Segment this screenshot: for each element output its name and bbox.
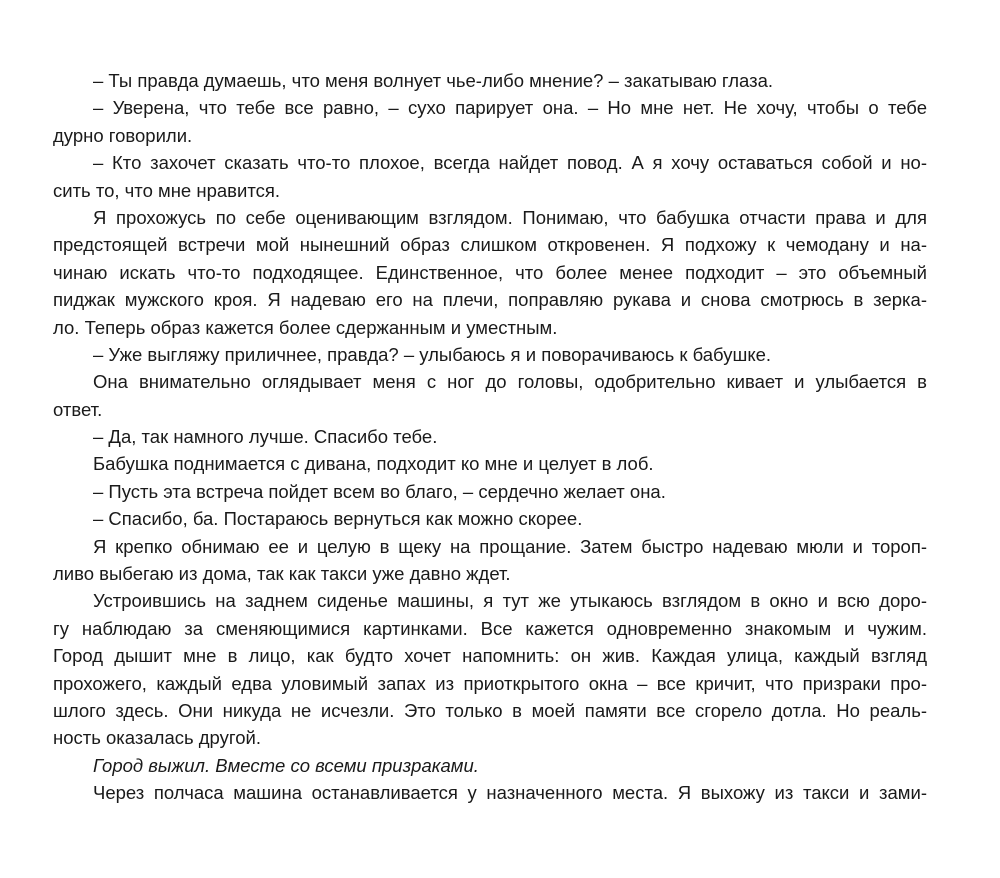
text-line: ливо выбегаю из дома, так как такси уже давно ждет. (53, 563, 511, 585)
text-line: – Уже выгляжу приличнее, правда? – улыбаюсь я и поворачиваюсь к бабушке. (93, 343, 772, 365)
text-line: ответ. (53, 398, 103, 420)
text-line: гу наблюдаю за сменяющимися картинками. Все кажется одновременно знакомым и чужим. (53, 617, 927, 639)
text-line: Город дышит мне в лицо, как будто хочет напомнить: он жив. Каждая улица, каждый взгляд (53, 645, 927, 667)
text-line: дурно говорили. (53, 124, 193, 146)
text-line: шлого здесь. Они никуда не исчезли. Это только в моей памяти все сгорело дотла. Но реаль- (53, 699, 927, 721)
text-line: Бабушка поднимается с дивана, подходит ко мне и целует в лоб. (93, 453, 654, 475)
text-line: ность оказалась другой. (53, 727, 261, 749)
text-line: сить то, что мне нравится. (53, 179, 280, 201)
page-text (53, 67, 927, 807)
text-line: предстоящей встречи мой нынешний образ слишком откровенен. Я подхожу к чемодану и на- (53, 234, 927, 256)
text-line: ло. Теперь образ кажется более сдержанным и уместным. (53, 316, 558, 338)
text-line: Я крепко обнимаю ее и целую в щеку на прощание. Затем быстро надеваю мюли и тороп- (93, 535, 927, 557)
text-line-italic: Город выжил. Вместе со всеми призраками. (93, 754, 479, 776)
text-line: – Да, так намного лучше. Спасибо тебе. (93, 426, 438, 448)
text-line: Устроившись на заднем сиденье машины, я тут же утыкаюсь взглядом в окно и всю доро- (93, 590, 927, 612)
text-line: пиджак мужского кроя. Я надеваю его на плечи, поправляю рукава и снова смотрюсь в зерка- (53, 289, 927, 311)
text-line: Я прохожусь по себе оценивающим взглядом. Понимаю, что бабушка отчасти права и для (93, 206, 927, 228)
text-line: Через полчаса машина останавливается у назначенного места. Я выхожу из такси и зами- (93, 782, 927, 804)
text-line: – Спасибо, ба. Постараюсь вернуться как можно скорее. (93, 508, 583, 530)
text-line: Она внимательно оглядывает меня с ног до головы, одобрительно кивает и улыбается в (93, 371, 927, 393)
text-line: прохожего, каждый едва уловимый запах из приоткрытого окна – все кричит, что призраки про- (53, 672, 927, 694)
text-line: – Уверена, что тебе все равно, – сухо парирует она. – Но мне нет. Не хочу, чтобы о тебе (93, 97, 927, 119)
text-line: – Ты правда думаешь, что меня волнует чье-либо мнение? – закатываю глаза. (93, 70, 774, 91)
text-line: чинаю искать что-то подходящее. Единственное, что более менее подходит – это объемный (53, 261, 927, 283)
text-line: – Кто захочет сказать что-то плохое, всегда найдет повод. А я хочу оставаться собой и но- (93, 152, 927, 174)
text-line: – Пусть эта встреча пойдет всем во благо, – сердечно желает она. (93, 480, 666, 502)
